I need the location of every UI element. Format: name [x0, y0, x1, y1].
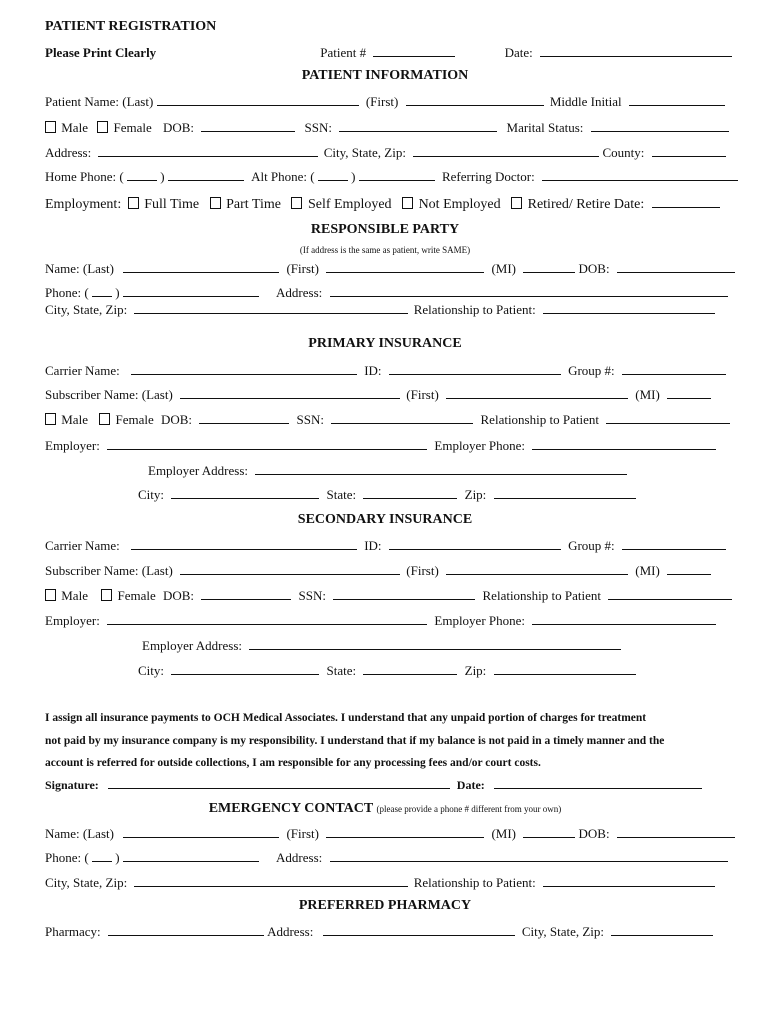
primary-employer-address-label: Employer Address:	[148, 463, 249, 478]
primary-insurance-heading: PRIMARY INSURANCE	[308, 336, 462, 351]
ec-address-field[interactable]	[330, 848, 728, 862]
home-phone-field[interactable]	[168, 167, 244, 181]
primary-employer-city-row	[138, 485, 638, 503]
full-time-checkbox[interactable]	[128, 197, 139, 209]
secondary-zip-label: Zip:	[464, 663, 487, 678]
rp-mi-field[interactable]	[523, 259, 575, 273]
emergency-name-row	[45, 824, 727, 842]
primary-employer-address-row	[148, 461, 648, 479]
secondary-subscriber-first-label: (First)	[406, 563, 439, 578]
rp-phone-area-code-field[interactable]	[92, 283, 112, 297]
pharmacy-name-field[interactable]	[108, 922, 264, 936]
ec-name-last-label: Name: (Last)	[45, 826, 114, 841]
county-label: County:	[602, 145, 645, 160]
full-time-label: Full Time	[144, 197, 200, 212]
ec-relationship-field[interactable]	[543, 873, 715, 887]
patient-first-name-field[interactable]	[406, 92, 544, 106]
ec-phone-paren: )	[115, 850, 120, 865]
secondary-subscriber-first-field[interactable]	[446, 561, 628, 575]
primary-employer-row	[45, 436, 727, 454]
primary-id-label: ID:	[364, 363, 382, 378]
retired-label: Retired/ Retire Date:	[527, 197, 645, 212]
primary-subscriber-mi-field[interactable]	[667, 385, 711, 399]
rp-last-name-field[interactable]	[123, 259, 279, 273]
secondary-subscriber-row	[45, 561, 727, 579]
secondary-employer-address-field[interactable]	[249, 636, 621, 650]
secondary-female-label: Female	[117, 588, 156, 603]
date-field[interactable]	[540, 43, 732, 57]
rp-phone-field[interactable]	[123, 283, 259, 297]
primary-employer-phone-field[interactable]	[532, 436, 716, 450]
secondary-dob-label: DOB:	[162, 588, 195, 603]
secondary-employer-label: Employer:	[45, 613, 100, 628]
secondary-employer-address-row	[142, 636, 642, 654]
secondary-state-field[interactable]	[363, 661, 457, 675]
secondary-ssn-field[interactable]	[333, 586, 475, 600]
primary-carrier-row	[45, 361, 727, 379]
primary-subscriber-first-label: (First)	[406, 387, 439, 402]
rp-dob-label: DOB:	[578, 261, 610, 276]
secondary-employer-phone-label: Employer Phone:	[434, 613, 526, 628]
primary-employer-label: Employer:	[45, 438, 100, 453]
primary-subscriber-last-field[interactable]	[180, 385, 400, 399]
patient-name-last-label: Patient Name: (Last)	[45, 94, 154, 109]
secondary-employer-city-row	[138, 661, 638, 679]
primary-female-label: Female	[115, 412, 154, 427]
secondary-employer-phone-field[interactable]	[532, 611, 716, 625]
secondary-group-label: Group #:	[568, 538, 615, 553]
secondary-male-label: Male	[61, 588, 88, 603]
responsible-phone-row	[45, 283, 727, 301]
primary-subscriber-label: Subscriber Name: (Last)	[45, 387, 173, 402]
primary-male-label: Male	[61, 412, 88, 427]
home-phone-area-code-field[interactable]	[127, 167, 157, 181]
primary-city-field[interactable]	[171, 485, 319, 499]
pharmacy-label: Pharmacy:	[45, 924, 101, 939]
ec-dob-label: DOB:	[578, 826, 610, 841]
rp-address-field[interactable]	[330, 283, 728, 297]
rp-phone-label: Phone: (	[45, 285, 89, 300]
referring-doctor-field[interactable]	[542, 167, 738, 181]
secondary-dob-field[interactable]	[201, 586, 291, 600]
rp-city-state-zip-label: City, State, Zip:	[45, 302, 128, 317]
ec-city-state-zip-label: City, State, Zip:	[45, 875, 128, 890]
primary-relationship-field[interactable]	[606, 410, 730, 424]
part-time-checkbox[interactable]	[210, 197, 221, 209]
patient-address-row	[45, 143, 727, 161]
patient-address-field[interactable]	[98, 143, 318, 157]
primary-demographics-row	[45, 410, 727, 428]
rp-dob-field[interactable]	[617, 259, 735, 273]
emergency-contact-heading: EMERGENCY CONTACT	[208, 801, 373, 816]
ec-first-label: (First)	[286, 826, 319, 841]
rp-phone-paren: )	[115, 285, 120, 300]
emergency-contact-note: (please provide a phone # different from your own)	[376, 804, 562, 814]
ec-phone-label: Phone: (	[45, 850, 89, 865]
rp-first-name-field[interactable]	[326, 259, 484, 273]
ec-last-name-field[interactable]	[123, 824, 279, 838]
secondary-demographics-row	[45, 586, 727, 604]
rp-name-last-label: Name: (Last)	[45, 261, 114, 276]
primary-dob-field[interactable]	[199, 410, 289, 424]
primary-state-label: State:	[326, 487, 357, 502]
part-time-label: Part Time	[226, 197, 281, 212]
rp-relationship-label: Relationship to Patient:	[413, 302, 536, 317]
primary-dob-label: DOB:	[160, 412, 193, 427]
patient-city-state-zip-field[interactable]	[413, 143, 599, 157]
primary-group-label: Group #:	[568, 363, 615, 378]
ec-city-state-zip-field[interactable]	[134, 873, 408, 887]
primary-carrier-field[interactable]	[131, 361, 357, 375]
responsible-name-row	[45, 259, 727, 277]
assignment-line-1: I assign all insurance payments to OCH Medical Associates. I understand that any unpaid portion of charges for treatment	[45, 712, 647, 724]
secondary-insurance-heading: SECONDARY INSURANCE	[297, 512, 473, 527]
primary-ssn-label: SSN:	[296, 412, 325, 427]
secondary-employer-row	[45, 611, 727, 629]
self-employed-label: Self Employed	[307, 197, 392, 212]
primary-female-checkbox[interactable]	[99, 413, 110, 425]
employment-row	[45, 194, 727, 212]
self-employed-checkbox[interactable]	[291, 197, 302, 209]
emergency-phone-row	[45, 848, 727, 866]
secondary-id-label: ID:	[364, 538, 382, 553]
rp-mi-label: (MI)	[491, 261, 516, 276]
assignment-line-2: not paid by my insurance company is my responsibility. I understand that if my balance is not paid in a timely manner and the	[45, 735, 665, 747]
pharmacy-address-label: Address:	[267, 924, 314, 939]
patient-phone-row	[45, 167, 727, 185]
rp-city-state-zip-field[interactable]	[134, 300, 408, 314]
patient-ssn-field[interactable]	[339, 118, 497, 132]
secondary-subscriber-mi-field[interactable]	[667, 561, 711, 575]
secondary-subscriber-label: Subscriber Name: (Last)	[45, 563, 173, 578]
form-title	[45, 18, 727, 36]
primary-ssn-field[interactable]	[331, 410, 473, 424]
secondary-subscriber-last-field[interactable]	[180, 561, 400, 575]
signature-label: Signature:	[45, 778, 99, 792]
responsible-party-note: (If address is the same as patient, write SAME)	[299, 245, 471, 255]
rp-address-label: Address:	[276, 285, 323, 300]
primary-employer-address-field[interactable]	[255, 461, 627, 475]
rp-relationship-field[interactable]	[543, 300, 715, 314]
not-employed-checkbox[interactable]	[402, 197, 413, 209]
ec-phone-field[interactable]	[123, 848, 259, 862]
preferred-pharmacy-heading: PREFERRED PHARMACY	[298, 898, 472, 913]
male-checkbox[interactable]	[45, 121, 56, 133]
female-checkbox[interactable]	[97, 121, 108, 133]
rp-first-label: (First)	[286, 261, 319, 276]
emergency-contact-heading-row	[0, 800, 770, 818]
secondary-ssn-label: SSN:	[298, 588, 327, 603]
primary-zip-field[interactable]	[494, 485, 636, 499]
signature-field[interactable]	[108, 775, 450, 789]
primary-employer-phone-label: Employer Phone:	[434, 438, 526, 453]
date-label: Date:	[504, 45, 533, 60]
secondary-relationship-label: Relationship to Patient	[482, 588, 601, 603]
ssn-label: SSN:	[304, 120, 333, 135]
patient-number-label: Patient #	[320, 45, 367, 60]
secondary-employer-address-label: Employer Address:	[142, 638, 243, 653]
signature-date-label: Date:	[456, 778, 485, 792]
header-row	[45, 43, 727, 61]
patient-dob-field[interactable]	[201, 118, 295, 132]
primary-group-field[interactable]	[622, 361, 726, 375]
ec-mi-field[interactable]	[523, 824, 575, 838]
assignment-line-3: account is referred for outside collections, I am responsible for any processing fees and/or court costs.	[45, 757, 541, 769]
female-label: Female	[113, 120, 152, 135]
primary-employer-field[interactable]	[107, 436, 427, 450]
secondary-id-field[interactable]	[389, 536, 561, 550]
responsible-party-heading: RESPONSIBLE PARTY	[310, 222, 460, 237]
patient-information-heading: PATIENT INFORMATION	[301, 68, 469, 83]
secondary-city-field[interactable]	[171, 661, 319, 675]
alt-phone-paren: )	[351, 169, 356, 184]
retire-date-field[interactable]	[652, 194, 720, 208]
home-phone-label: Home Phone: (	[45, 169, 124, 184]
secondary-female-checkbox[interactable]	[101, 589, 112, 601]
referring-doctor-label: Referring Doctor:	[441, 169, 535, 184]
marital-status-field[interactable]	[591, 118, 729, 132]
patient-name-row	[45, 92, 727, 110]
home-phone-paren: )	[160, 169, 165, 184]
patient-number-field[interactable]	[373, 43, 455, 57]
form-title-text: PATIENT REGISTRATION	[45, 19, 217, 34]
address-label: Address:	[45, 145, 92, 160]
primary-relationship-label: Relationship to Patient	[480, 412, 599, 427]
alt-phone-area-code-field[interactable]	[318, 167, 348, 181]
primary-carrier-label: Carrier Name:	[45, 363, 120, 378]
secondary-relationship-field[interactable]	[608, 586, 732, 600]
emergency-city-row	[45, 873, 727, 891]
primary-male-checkbox[interactable]	[45, 413, 56, 425]
patient-first-label: (First)	[365, 94, 399, 109]
secondary-male-checkbox[interactable]	[45, 589, 56, 601]
ec-relationship-label: Relationship to Patient:	[413, 875, 536, 890]
print-clearly-label: Please Print Clearly	[45, 45, 157, 60]
secondary-employer-field[interactable]	[107, 611, 427, 625]
ec-address-label: Address:	[276, 850, 323, 865]
patient-demographics-row	[45, 118, 727, 136]
alt-phone-label: Alt Phone: (	[251, 169, 315, 184]
primary-city-label: City:	[138, 487, 165, 502]
marital-status-label: Marital Status:	[506, 120, 584, 135]
primary-subscriber-first-field[interactable]	[446, 385, 628, 399]
secondary-state-label: State:	[326, 663, 357, 678]
patient-last-name-field[interactable]	[157, 92, 359, 106]
ec-first-name-field[interactable]	[326, 824, 484, 838]
secondary-group-field[interactable]	[622, 536, 726, 550]
county-field[interactable]	[652, 143, 726, 157]
pharmacy-city-state-zip-label: City, State, Zip:	[521, 924, 605, 939]
retired-checkbox[interactable]	[511, 197, 522, 209]
ec-mi-label: (MI)	[491, 826, 516, 841]
ec-phone-area-code-field[interactable]	[92, 848, 112, 862]
middle-initial-field[interactable]	[629, 92, 725, 106]
pharmacy-address-field[interactable]	[323, 922, 515, 936]
pharmacy-row	[45, 922, 727, 940]
city-state-zip-label: City, State, Zip:	[323, 145, 406, 160]
signature-row	[45, 775, 727, 793]
employment-label: Employment:	[45, 197, 122, 212]
secondary-carrier-label: Carrier Name:	[45, 538, 120, 553]
primary-id-field[interactable]	[389, 361, 561, 375]
primary-zip-label: Zip:	[464, 487, 487, 502]
not-employed-label: Not Employed	[418, 197, 501, 212]
pharmacy-city-state-zip-field[interactable]	[611, 922, 713, 936]
dob-label: DOB:	[162, 120, 195, 135]
responsible-city-row	[45, 300, 727, 318]
primary-subscriber-mi-label: (MI)	[635, 387, 660, 402]
secondary-carrier-field[interactable]	[131, 536, 357, 550]
primary-subscriber-row	[45, 385, 727, 403]
signature-date-field[interactable]	[494, 775, 702, 789]
secondary-zip-field[interactable]	[494, 661, 636, 675]
secondary-carrier-row	[45, 536, 727, 554]
primary-state-field[interactable]	[363, 485, 457, 499]
alt-phone-field[interactable]	[359, 167, 435, 181]
middle-initial-label: Middle Initial	[549, 94, 622, 109]
secondary-city-label: City:	[138, 663, 165, 678]
ec-dob-field[interactable]	[617, 824, 735, 838]
secondary-subscriber-mi-label: (MI)	[635, 563, 660, 578]
male-label: Male	[61, 120, 88, 135]
